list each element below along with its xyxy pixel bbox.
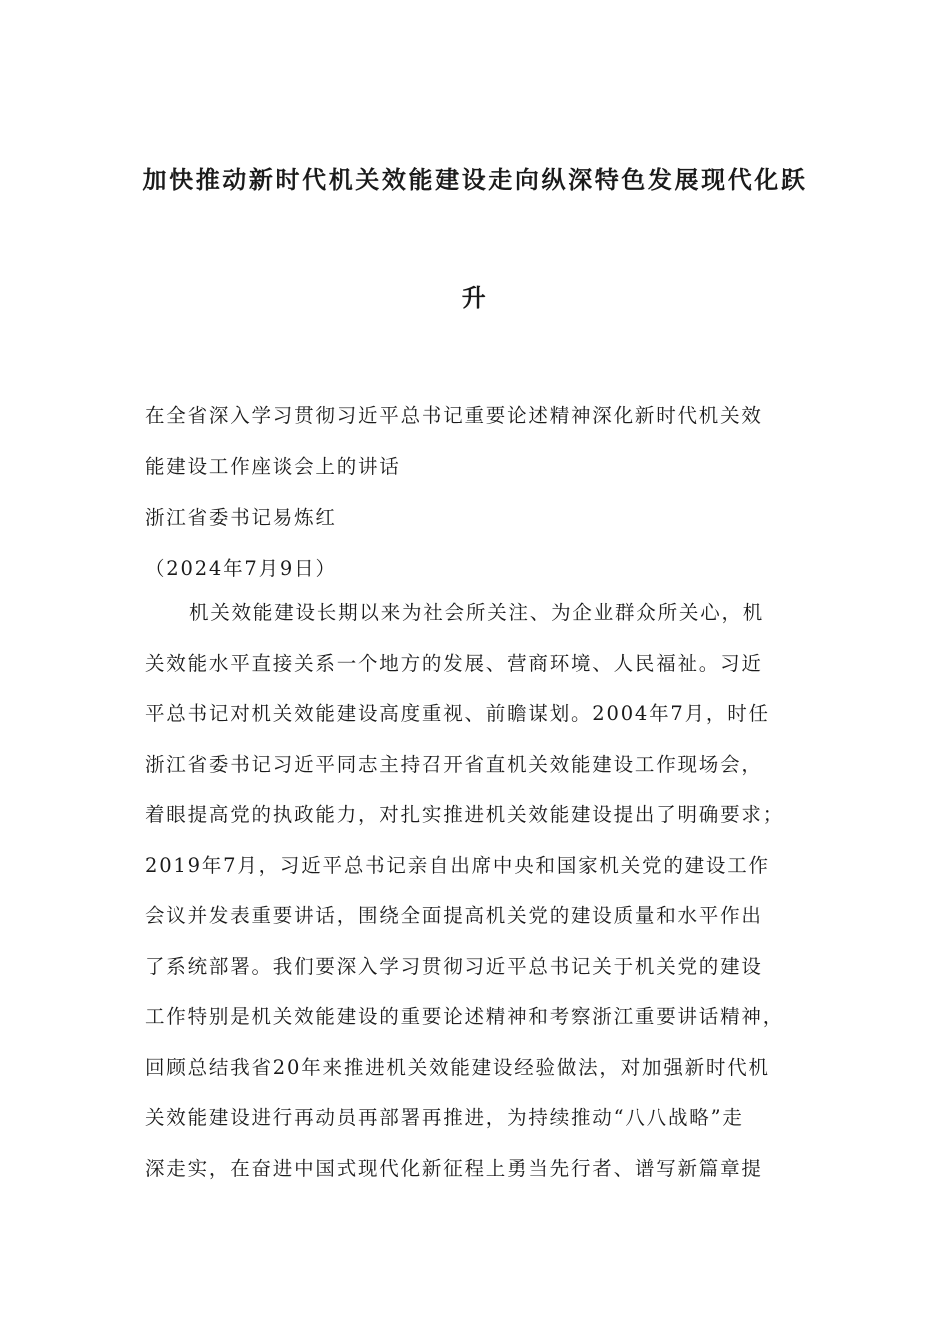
body-line: 2019年7月，习近平总书记亲自出席中央和国家机关党的建设工作 [145,853,770,877]
body-line: 了系统部署。我们要深入学习贯彻习近平总书记关于机关党的建设 [145,954,763,978]
body-line: 浙江省委书记习近平同志主持召开省直机关效能建设工作现场会， [145,752,763,776]
speech-info [145,390,815,594]
body-line: 着眼提高党的执政能力，对扎实推进机关效能建设提出了明确要求； [145,803,785,826]
speech-subtitle-line-1: 在全省深入学习贯彻习近平总书记重要论述精神深化新时代机关效 [145,404,763,427]
document-title-line-2: 升 [461,284,489,312]
speech-date: （2024年7月9日） [145,557,337,580]
speech-subtitle-line-2: 能建设工作座谈会上的讲话 [145,455,401,478]
body-line: 关效能水平直接关系一个地方的发展、营商环境、人民福祉。习近 [145,651,763,675]
body-line: 关效能建设进行再动员再部署再推进，为持续推动“八八战略”走 [145,1106,744,1129]
body-line: 回顾总结我省20年来推进机关效能建设经验做法，对加强新时代机 [145,1055,770,1079]
document-title-line-1: 加快推动新时代机关效能建设走向纵深特色发展现代化跃 [142,166,808,194]
body-line: 机关效能建设长期以来为社会所关注、为企业群众所关心，机 [189,601,765,624]
body-line: 深走实，在奋进中国式现代化新征程上勇当先行者、谱写新篇章提 [145,1156,763,1180]
body-line: 平总书记对机关效能建设高度重视、前瞻谋划。2004年7月，时任 [145,702,770,725]
body-line: 会议并发表重要讲话，围绕全面提高机关党的建设质量和水平作出 [145,904,763,927]
speech-author: 浙江省委书记易炼红 [145,506,337,529]
body-paragraph [145,588,815,1194]
body-line: 工作特别是机关效能建设的重要论述精神和考察浙江重要讲话精神， [145,1005,785,1028]
